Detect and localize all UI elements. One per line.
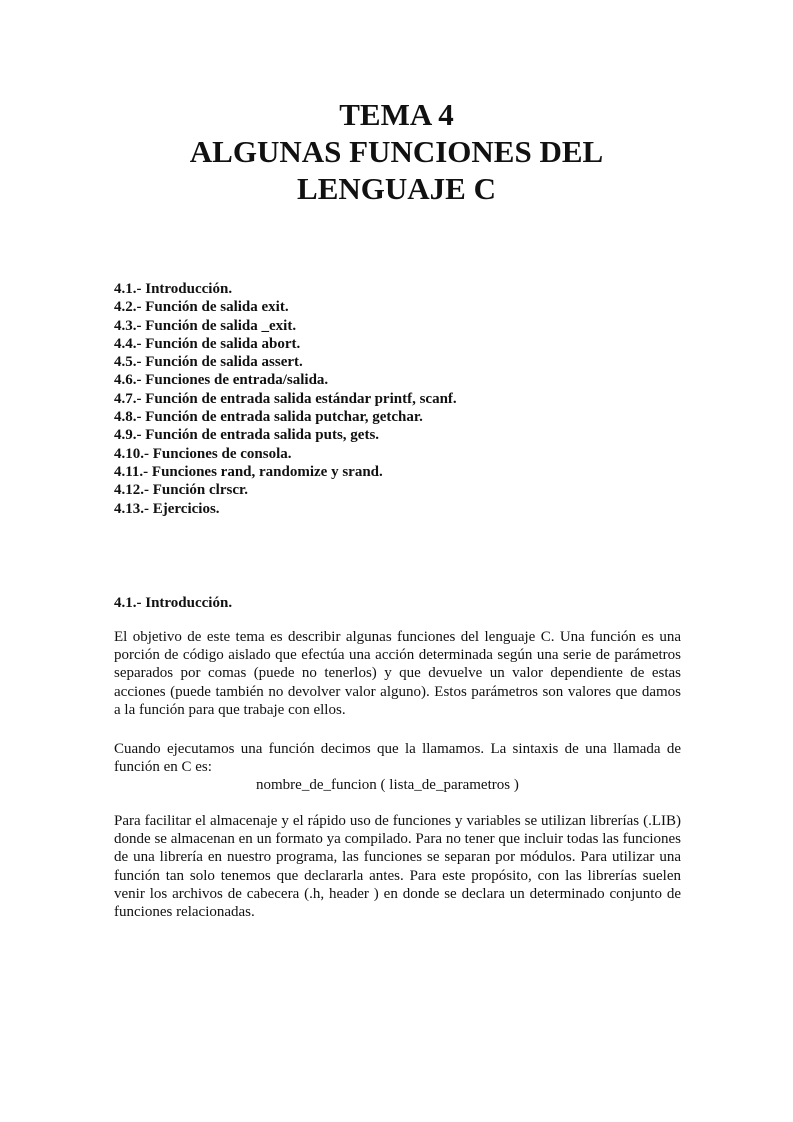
toc-item-4-3: 4.3.- Función de salida _exit. — [114, 317, 297, 334]
table-of-contents — [114, 280, 694, 518]
page-title — [0, 96, 793, 207]
toc-item-4-6: 4.6.- Funciones de entrada/salida. — [114, 372, 329, 389]
toc-item-4-1: 4.1.- Introducción. — [114, 281, 233, 297]
toc-item-4-10: 4.10.- Funciones de consola. — [114, 445, 292, 462]
paragraph-libraries: Para facilitar el almacenaje y el rápido uso de funciones y variables se utilizan librerías (.LIB) donde se almacenan en un formato ya compilado. Para no tener que incluir todas las funciones de una librería en nuestro programa, las funciones se separan por módulos. Para utilizar una función tan solo tenemos que declararla antes. Para este propósito, con las librerías suelen venir los archivos de cabecera (.h, header ) en donde se declara un determinado conjunto de funciones relacionadas. — [114, 813, 681, 921]
toc-item-4-12: 4.12.- Función clrscr. — [114, 482, 249, 499]
title-line-2: ALGUNAS FUNCIONES DEL — [189, 134, 604, 169]
toc-item-4-5: 4.5.- Función de salida assert. — [114, 354, 303, 371]
toc-item-4-4: 4.4.- Función de salida abort. — [114, 335, 301, 352]
title-line-3: LENGUAJE C — [297, 171, 496, 206]
toc-item-4-9: 4.9.- Función de entrada salida puts, gets. — [114, 427, 380, 444]
paragraph-call-syntax: Cuando ejecutamos una función decimos que la llamamos. La sintaxis de una llamada de función en C es: — [114, 741, 681, 776]
toc-item-4-2: 4.2.- Función de salida exit. — [114, 299, 289, 316]
toc-item-4-11: 4.11.- Funciones rand, randomize y srand. — [114, 463, 383, 480]
toc-item-4-7: 4.7.- Función de entrada salida estándar printf, scanf. — [114, 390, 457, 407]
syntax-example: nombre_de_funcion ( lista_de_parametros ) — [256, 777, 519, 793]
toc-item-4-13: 4.13.- Ejercicios. — [114, 500, 220, 517]
paragraph-intro: El objetivo de este tema es describir algunas funciones del lenguaje C. Una función es una porción de código aislado que efectúa una acción determinada según una serie de parámetros separados por comas (puede no tenerlos) y que devuelve un valor dependiente de estas acciones (puede también no devolver valor alguno). Estos parámetros son valores que damos a la función para que trabaje con ellos. — [114, 629, 681, 718]
title-line-1: TEMA 4 — [339, 97, 454, 132]
section-heading: 4.1.- Introducción. — [114, 595, 233, 611]
toc-item-4-8: 4.8.- Función de entrada salida putchar, getchar. — [114, 409, 423, 426]
